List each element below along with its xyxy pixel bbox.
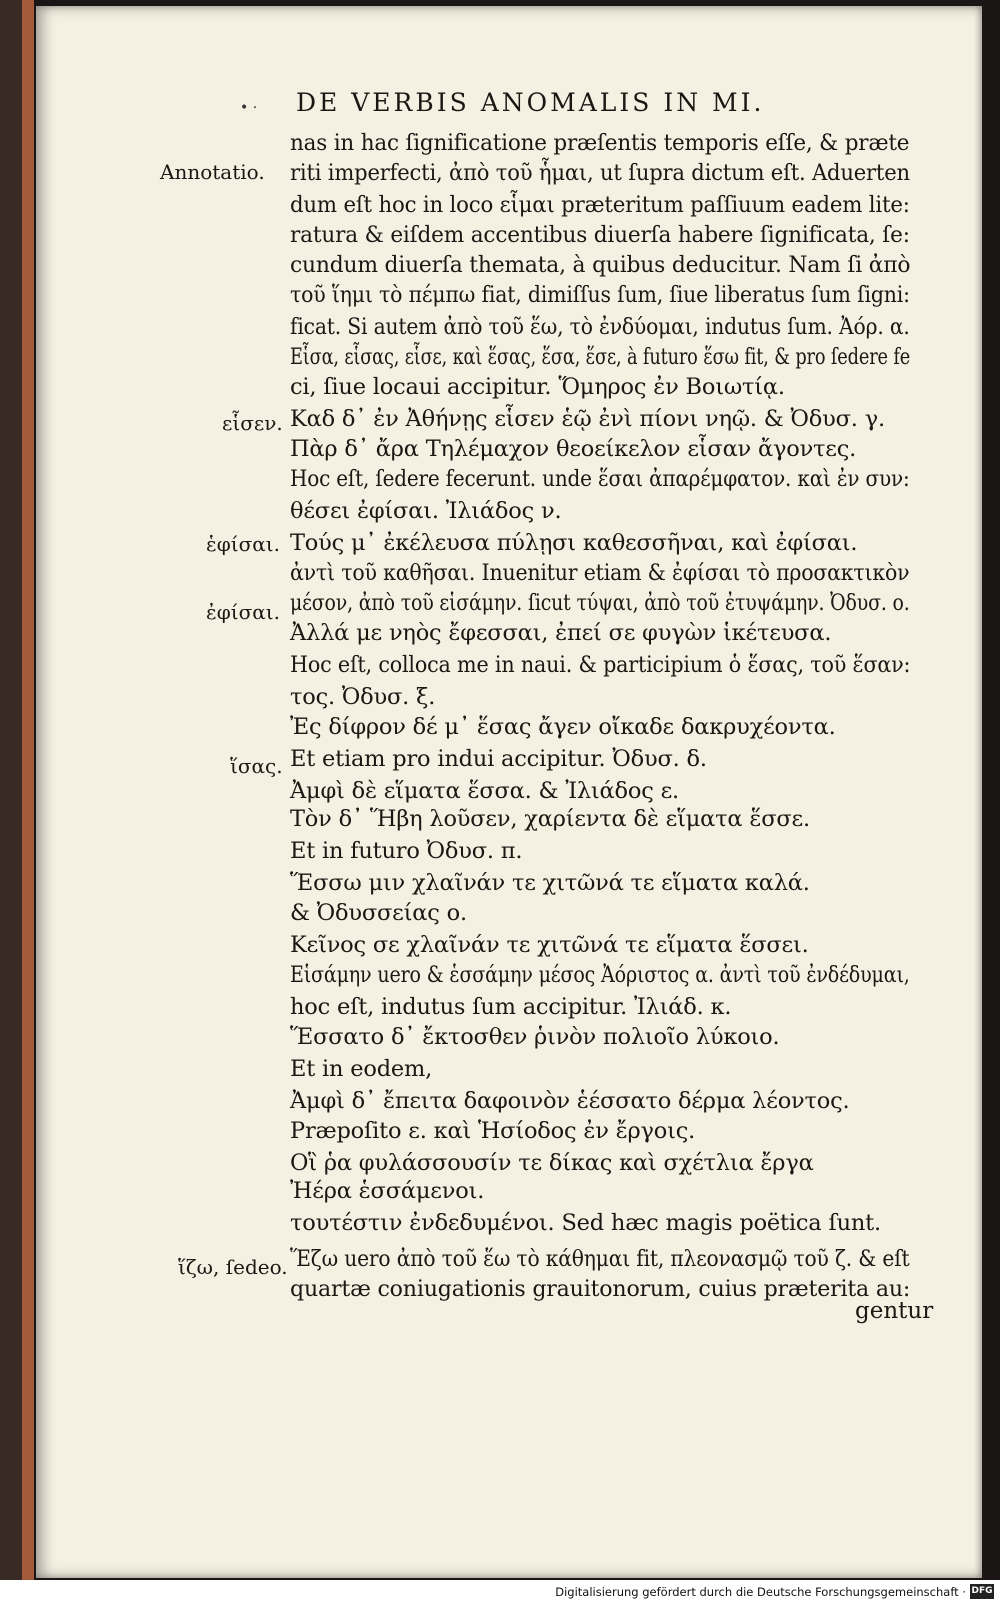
text-line: Ἀλλά με νηὸς ἔφεσσαι, ἐπεί σε φυγὼν ἱκέτευσα. xyxy=(290,620,832,646)
text-line: τος. Ὀδυσ. ξ. xyxy=(290,684,436,710)
footer-credit: Digitalisierung gefördert durch die Deutsche Forschungsgemeinschaft · xyxy=(555,1585,966,1599)
text-line: Οἳ ῥα φυλάσσουσίν τε δίκας καὶ σχέτλια ἔργα xyxy=(290,1150,814,1176)
text-line: riti imperfecti, ἀπὸ τοῦ ἧμαι, ut ſupra dictum eſt. Aduerten xyxy=(290,160,910,186)
margin-note: ἐφίσαι. xyxy=(206,600,280,624)
text-line: Καδ δ᾽ ἐν Ἀθήνῃς εἷσεν ἑῷ ἐνὶ πίονι νηῷ. & Ὀδυσ. γ. xyxy=(290,406,885,432)
text-line: ficat. Si autem ἀπὸ τοῦ ἕω, τὸ ἐνδύομαι, indutus ſum. Ἀόρ. α. xyxy=(290,314,910,340)
text-line: Τὸν δ᾽ Ἥβη λοῦσεν, χαρίεντα δὲ εἵματα ἕσσε. xyxy=(290,806,810,832)
text-line: Ἠέρα ἑσσάμενοι. xyxy=(290,1178,485,1204)
margin-note: ἵσας. xyxy=(230,754,283,778)
footer-bar xyxy=(0,1580,1000,1607)
text-line: Εἷσα, εἷσας, εἷσε, καὶ ἕσας, ἕσα, ἕσε, à futuro ἕσω fit, & pro ſedere fe xyxy=(290,344,911,370)
text-line: θέσει ἐφίσαι. Ἰλιάδος ν. xyxy=(290,498,562,524)
book-binding-edge xyxy=(22,0,34,1580)
text-line: Et in eodem, xyxy=(290,1056,433,1082)
margin-note: εἷσεν. xyxy=(222,411,283,435)
text-line: Ἐς δίφρον δέ μ᾽ ἕσας ἄγεν οἴκαδε δακρυχέοντα. xyxy=(290,714,836,740)
text-line: Ἀμφὶ δ᾽ ἔπειτα δαφοινὸν ἑέσσατο δέρμα λέοντος. xyxy=(290,1088,850,1114)
text-line: Et in futuro Ὀδυσ. π. xyxy=(290,838,523,864)
text-line: Hoc eſt, colloca me in naui. & participium ὁ ἕσας, τοῦ ἕσαν: xyxy=(290,652,911,678)
running-header: DE VERBIS ANOMALIS IN MI. xyxy=(296,88,765,117)
text-line: Ἕσσατο δ᾽ ἔκτοσθεν ῥινὸν πολιοῖο λύκοιο. xyxy=(290,1024,780,1050)
text-line: Et etiam pro indui accipitur. Ὀδυσ. δ. xyxy=(290,746,707,772)
text-line: ἀντὶ τοῦ καθῆσαι. Inuenitur etiam & ἐφίσαι τὸ προσακτικὸν xyxy=(290,560,910,586)
margin-note-annotatio: Annotatio. xyxy=(160,160,265,184)
page-mark: • · xyxy=(240,100,258,116)
text-line: & Ὀδυσσείας ο. xyxy=(290,900,467,926)
text-line: Τούς μ᾽ ἐκέλευσα πύλῃσι καθεσσῆναι, καὶ ἐφίσαι. xyxy=(290,530,858,556)
text-line: ci, ſiue locaui accipitur. Ὅμηρος ἐν Βοιωτίᾳ. xyxy=(290,374,785,400)
text-line: nas in hac ſignificatione præſentis temporis eſſe, & præte xyxy=(290,130,910,156)
text-line: Εἱσάμην uero & ἑσσάμην μέσος Ἀόριστος α. ἀντὶ τοῦ ἐνδέδυμαι, xyxy=(290,962,910,988)
text-line: Hoc eſt, ſedere fecerunt. unde ἕσαι ἀπαρέμφατον. καὶ ἐν συν: xyxy=(290,466,910,492)
text-line: Πὰρ δ᾽ ἄρα Τηλέμαχον θεοείκελον εἷσαν ἄγοντες. xyxy=(290,436,857,462)
text-line: Ἕσσω μιν χλαῖνάν τε χιτῶνά τε εἵματα καλά. xyxy=(290,870,810,896)
text-line: μέσον, ἀπὸ τοῦ εἱσάμην. ſicut τύψαι, ἀπὸ τοῦ ἐτυψάμην. Ὀδυσ. ο. xyxy=(290,590,910,616)
text-line: cundum diuerſa themata, à quibus deducitur. Nam ſi ἀπὸ xyxy=(290,252,911,278)
catchword: gentur xyxy=(855,1298,934,1324)
text-line: Ἕζω uero ἀπὸ τοῦ ἕω τὸ κάθημαι fit, πλεονασμῷ τοῦ ζ. & eſt xyxy=(290,1246,910,1272)
margin-note: ἑφίσαι. xyxy=(206,532,280,556)
text-line: τοῦ ἵημι τὸ πέμπω fiat, dimiſſus ſum, ſiue liberatus ſum ſigni: xyxy=(290,282,910,308)
text-line: Præpoſito ε. καὶ Ἡσίοδος ἐν ἔργοις. xyxy=(290,1118,696,1144)
dfg-logo-icon: DFG xyxy=(970,1584,994,1599)
text-line: Κεῖνος σε χλαῖνάν τε χιτῶνά τε εἵματα ἕσσει. xyxy=(290,932,809,958)
text-line: hoc eſt, indutus ſum accipitur. Ἰλιάδ. κ. xyxy=(290,994,732,1020)
book-cover-edge xyxy=(0,0,22,1580)
text-line: dum eſt hoc in loco εἷμαι præteritum paſſiuum eadem lite: xyxy=(290,192,910,218)
text-line: Ἀμφὶ δὲ εἵματα ἕσσα. & Ἰλιάδος ε. xyxy=(290,778,679,804)
text-line: ratura & eiſdem accentibus diuerſa habere ſignificata, ſe: xyxy=(290,222,910,248)
text-line: τουτέστιν ἐνδεδυμένοι. Sed hæc magis poëtica ſunt. xyxy=(290,1210,881,1236)
text-line: quartæ coniugationis grauitonorum, cuius præterita au: xyxy=(290,1276,911,1302)
margin-note: ἵζω, ſedeo. xyxy=(178,1255,288,1279)
